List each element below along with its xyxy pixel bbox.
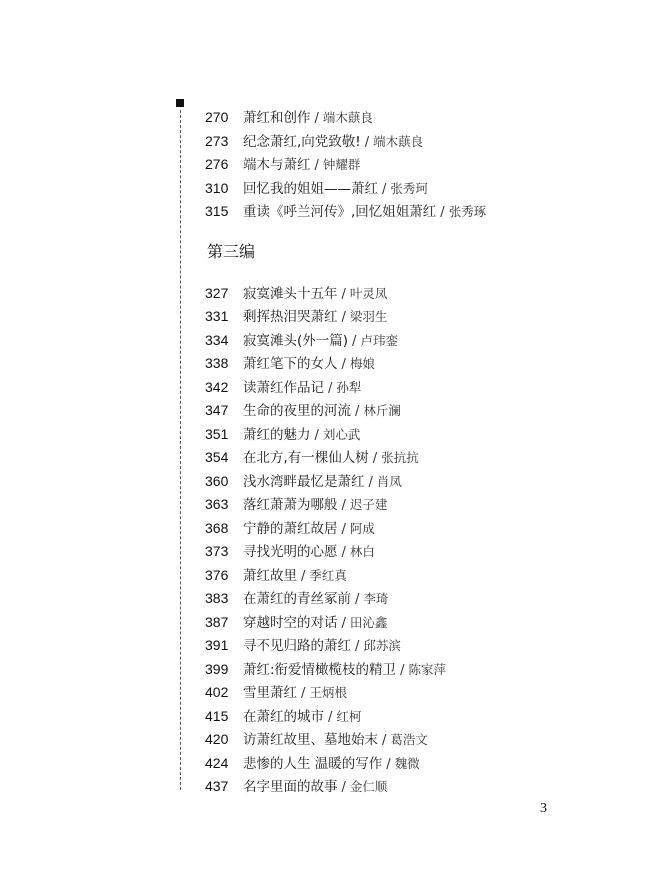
entry-page-number: 402 bbox=[205, 684, 229, 700]
toc-entry[interactable] bbox=[205, 153, 625, 177]
entry-separator: / bbox=[341, 545, 346, 560]
entry-page-number: 342 bbox=[205, 378, 229, 395]
entry-title: 在萧红的青丝冢前 bbox=[243, 591, 351, 607]
entry-page-number: 437 bbox=[205, 778, 229, 794]
entry-author: 梁羽生 bbox=[349, 309, 388, 324]
toc-entry[interactable] bbox=[205, 446, 625, 470]
entry-page-number: 420 bbox=[205, 731, 229, 747]
entry-page-number: 376 bbox=[205, 566, 229, 583]
entry-page-number: 273 bbox=[205, 132, 229, 149]
entry-author: 魏微 bbox=[394, 755, 420, 771]
entry-author: 叶灵凤 bbox=[349, 285, 388, 301]
entry-author: 钟耀群 bbox=[322, 157, 361, 172]
entry-page-number: 276 bbox=[205, 156, 229, 172]
entry-separator: / bbox=[341, 498, 346, 513]
entry-author: 李琦 bbox=[363, 591, 389, 606]
entry-author: 陈家萍 bbox=[408, 661, 446, 677]
entry-page-number: 354 bbox=[205, 449, 229, 465]
entry-author: 张抗抗 bbox=[381, 450, 419, 465]
entry-title: 生命的夜里的河流 bbox=[243, 403, 351, 419]
entry-title: 萧红的魅力 bbox=[243, 426, 311, 443]
toc-entry[interactable] bbox=[205, 200, 625, 224]
entry-author: 田沁鑫 bbox=[349, 614, 388, 630]
entry-page-number: 373 bbox=[205, 543, 229, 559]
toc-entry[interactable] bbox=[205, 681, 625, 705]
toc-entry[interactable] bbox=[205, 517, 625, 541]
toc-entry[interactable] bbox=[205, 177, 625, 201]
entry-page-number: 368 bbox=[205, 519, 229, 536]
toc-entry[interactable] bbox=[205, 399, 625, 423]
entry-author: 王炳根 bbox=[309, 685, 347, 700]
entry-title: 悲惨的人生 温暖的写作 bbox=[243, 755, 383, 772]
entry-author: 金仁顺 bbox=[349, 779, 388, 794]
entry-page-number: 360 bbox=[205, 472, 229, 489]
toc-entry[interactable] bbox=[205, 352, 625, 376]
entry-title: 名字里面的故事 bbox=[243, 779, 338, 795]
entry-separator: / bbox=[382, 733, 387, 748]
entry-title: 访萧红故里、墓地始末 bbox=[243, 732, 378, 748]
entry-separator: / bbox=[341, 357, 346, 372]
entry-separator: / bbox=[301, 568, 306, 584]
entry-separator: / bbox=[372, 451, 378, 466]
entry-author: 邱苏滨 bbox=[363, 638, 401, 653]
entry-page-number: 399 bbox=[205, 660, 229, 677]
toc-entry[interactable] bbox=[205, 658, 625, 682]
entry-separator: / bbox=[328, 380, 333, 396]
entry-author: 林白 bbox=[349, 544, 375, 559]
entry-page-number: 347 bbox=[205, 402, 229, 418]
toc-entry[interactable] bbox=[205, 470, 625, 494]
entry-page-number: 383 bbox=[205, 590, 229, 606]
entry-title: 剩挥热泪哭萧红 bbox=[243, 309, 338, 325]
entry-title: 在萧红的城市 bbox=[243, 708, 324, 725]
entry-title: 萧红笔下的女人 bbox=[243, 356, 338, 372]
entry-separator: / bbox=[382, 181, 387, 197]
entry-title: 寂寞滩头十五年 bbox=[243, 285, 338, 302]
entry-page-number: 327 bbox=[205, 284, 229, 301]
toc-section-three bbox=[205, 282, 625, 799]
entry-page-number: 424 bbox=[205, 754, 229, 771]
entry-author: 迟子建 bbox=[349, 497, 388, 512]
entry-separator: / bbox=[341, 310, 346, 325]
entry-separator: / bbox=[355, 592, 360, 607]
entry-separator: / bbox=[341, 521, 346, 537]
entry-author: 张秀珂 bbox=[390, 180, 428, 196]
entry-separator: / bbox=[368, 474, 373, 490]
entry-author: 端木蕻良 bbox=[322, 110, 373, 125]
entry-separator: / bbox=[386, 756, 391, 772]
toc-entry[interactable] bbox=[205, 611, 625, 635]
toc-entry[interactable] bbox=[205, 728, 625, 752]
entry-title: 寻不见归路的萧红 bbox=[243, 638, 351, 654]
entry-page-number: 363 bbox=[205, 496, 229, 512]
toc-entry[interactable] bbox=[205, 540, 625, 564]
entry-separator: / bbox=[314, 427, 319, 443]
toc-entry[interactable] bbox=[205, 587, 625, 611]
entry-page-number: 331 bbox=[205, 308, 229, 324]
entry-separator: / bbox=[301, 686, 306, 701]
entry-author: 刘心武 bbox=[322, 426, 361, 442]
entry-title: 萧红和创作 bbox=[243, 110, 311, 126]
toc-entry[interactable] bbox=[205, 564, 625, 588]
entry-title: 浅水湾畔最忆是萧红 bbox=[243, 473, 365, 490]
toc-entry[interactable] bbox=[205, 305, 625, 329]
entry-title: 纪念萧红,向党致敬! bbox=[243, 133, 361, 150]
entry-separator: / bbox=[328, 709, 333, 725]
entry-separator: / bbox=[355, 639, 360, 654]
entry-title: 端木与萧红 bbox=[243, 157, 311, 173]
entry-page-number: 338 bbox=[205, 355, 229, 371]
entry-page-number: 315 bbox=[205, 203, 229, 219]
entry-author: 林斤澜 bbox=[363, 403, 401, 418]
entry-author: 张秀琢 bbox=[448, 204, 487, 219]
toc-entry[interactable] bbox=[205, 329, 625, 353]
entry-separator: / bbox=[355, 404, 360, 419]
entry-author: 梅娘 bbox=[349, 356, 375, 371]
section-marker bbox=[176, 99, 184, 107]
entry-author: 肖凤 bbox=[376, 473, 402, 489]
toc-entry[interactable] bbox=[205, 775, 625, 799]
entry-title: 重读《呼兰河传》,回忆姐姐萧红 bbox=[243, 204, 437, 220]
entry-author: 卢玮銮 bbox=[360, 332, 398, 348]
entry-separator: / bbox=[440, 205, 445, 220]
toc-entry[interactable] bbox=[205, 130, 625, 154]
entry-separator: / bbox=[341, 780, 346, 795]
entry-separator: / bbox=[364, 134, 370, 150]
entry-title: 萧红故里 bbox=[243, 567, 297, 584]
entry-separator: / bbox=[341, 286, 346, 302]
toc-entry[interactable] bbox=[205, 634, 625, 658]
entry-title: 落红萧萧为哪般 bbox=[243, 497, 338, 513]
dotted-margin-rule bbox=[180, 110, 181, 790]
entry-page-number: 351 bbox=[205, 425, 229, 442]
entry-title: 萧红:衔爱情橄榄枝的精卫 bbox=[243, 661, 397, 678]
entry-author: 孙犁 bbox=[336, 379, 362, 395]
entry-author: 红柯 bbox=[336, 708, 362, 724]
entry-title: 穿越时空的对话 bbox=[243, 614, 338, 631]
toc-section-two-continued bbox=[205, 106, 625, 224]
entry-author: 季红真 bbox=[309, 567, 347, 583]
table-of-contents bbox=[205, 106, 625, 799]
toc-entry[interactable] bbox=[205, 493, 625, 517]
entry-page-number: 270 bbox=[205, 109, 229, 125]
entry-separator: / bbox=[314, 158, 319, 173]
entry-title: 寂寞滩头(外一篇) bbox=[243, 332, 349, 349]
toc-entry[interactable] bbox=[205, 752, 625, 776]
toc-entry[interactable] bbox=[205, 423, 625, 447]
entry-page-number: 387 bbox=[205, 613, 229, 630]
toc-entry[interactable] bbox=[205, 106, 625, 130]
entry-title: 寻找光明的心愿 bbox=[243, 544, 338, 560]
entry-page-number: 415 bbox=[205, 707, 229, 724]
entry-separator: / bbox=[314, 111, 319, 126]
entry-title: 回忆我的姐姐——萧红 bbox=[243, 180, 378, 197]
toc-entry[interactable] bbox=[205, 376, 625, 400]
toc-entry[interactable] bbox=[205, 705, 625, 729]
toc-entry[interactable] bbox=[205, 282, 625, 306]
entry-separator: / bbox=[400, 662, 405, 678]
entry-page-number: 391 bbox=[205, 637, 229, 653]
entry-title: 雪里萧红 bbox=[243, 685, 297, 701]
entry-page-number: 310 bbox=[205, 179, 229, 196]
entry-author: 端木蕻良 bbox=[373, 133, 424, 149]
page-number: 3 bbox=[540, 801, 547, 816]
entry-title: 在北方,有一棵仙人树 bbox=[243, 450, 369, 466]
entry-title: 宁静的萧红故居 bbox=[243, 520, 338, 537]
entry-title: 读萧红作品记 bbox=[243, 379, 324, 396]
section-heading-three: 第三编 bbox=[207, 241, 256, 261]
entry-author: 葛浩文 bbox=[390, 732, 428, 747]
entry-author: 阿成 bbox=[349, 520, 375, 536]
entry-separator: / bbox=[341, 615, 346, 631]
entry-separator: / bbox=[352, 333, 357, 349]
entry-page-number: 334 bbox=[205, 331, 229, 348]
